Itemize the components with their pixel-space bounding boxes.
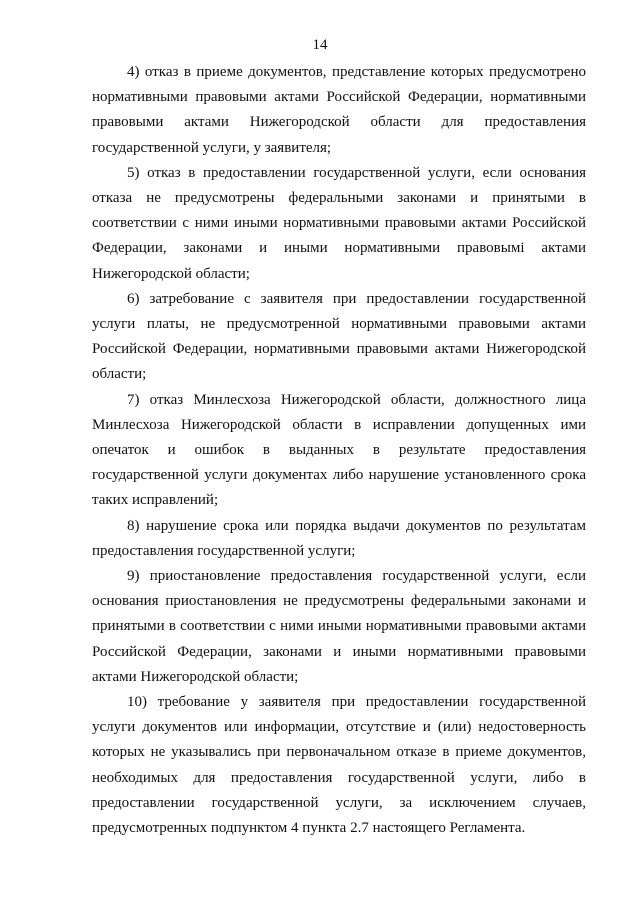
- paragraph-item-9: 9) приостановление предоставления государственной услуги, если основания приостановления не предусмотрены федеральными законами и принятыми в соответствии с ними иными нормативными правовыми актами Российской Федерации, законами и иными нормативными правовыми актами Нижегородской области;: [92, 568, 586, 685]
- paragraph-item-8: 8) нарушение срока или порядка выдачи документов по результатам предоставления государственной услуги;: [92, 517, 586, 559]
- paragraph-item-10: 10) требование у заявителя при предоставлении государственной услуги документов или информации, отсутствие и (или) недостоверность которых не указывались при первоначальном отказе в приеме документов, необходимых для предоставления государственной услуги, либо в предоставлении государственной услуги, за исключением случаев, предусмотренных подпунктом 4 пункта 2.7 настоящего Регламента.: [92, 694, 586, 837]
- paragraph-item-7: 7) отказ Минлесхоза Нижегородской области, должностного лица Минлесхоза Нижегородской области в исправлении допущенных ими опечаток и ошибок в выданных в результате предоставления государственной услуги документах либо нарушение установленного срока таких исправлений;: [92, 391, 586, 509]
- paragraph-item-4: 4) отказ в приеме документов, представление которых предусмотрено нормативными правовыми актами Российской Федерации, нормативными правовыми актами Нижегородской области для предоставления государственной услуги, у заявителя;: [92, 64, 586, 156]
- document-body: [92, 60, 586, 841]
- paragraph-item-5: 5) отказ в предоставлении государственной услуги, если основания отказа не предусмотрены федеральными законами и принятыми в соответствии с ними иными нормативными правовыми актами Российской Федерации, законами и иными нормативными правовымi актами Нижегородской области;: [92, 164, 586, 282]
- page-number: 14: [312, 37, 328, 53]
- paragraph-item-6: 6) затребование с заявителя при предоставлении государственной услуги платы, не предусмотренной нормативными правовыми актами Российской Федерации, нормативными правовыми актами Нижегородской области;: [92, 290, 586, 383]
